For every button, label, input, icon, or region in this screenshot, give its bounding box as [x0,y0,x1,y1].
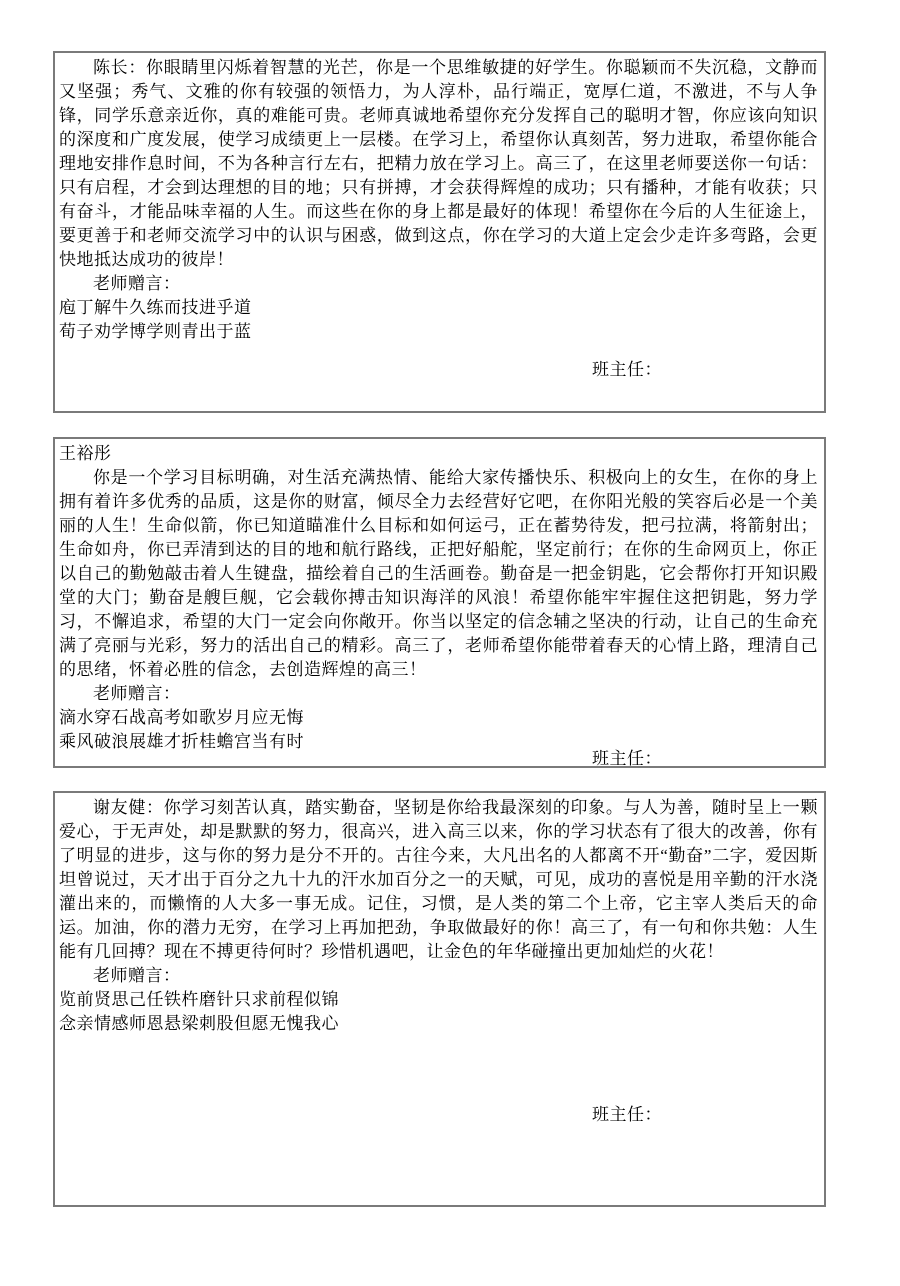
couplet-line-1: 庖丁解牛久练而技进乎道 [59,298,252,317]
teacher-message-label: 老师赠言： [93,966,181,985]
couplet-line-2: 乘风破浪展雄才折桂蟾宫当有时 [59,732,304,751]
couplet-line-2: 荀子劝学博学则青出于蓝 [59,322,252,341]
student-name: 王裕彤 [59,444,112,463]
student-comment-card-3 [53,791,826,1207]
teacher-message-label: 老师赠言： [93,684,181,703]
homeroom-teacher-label: 班主任： [592,1105,662,1124]
couplet-line-1: 览前贤思己任铁杵磨针只求前程似锦 [59,990,339,1009]
comment-text: 你是一个学习目标明确，对生活充满热情、能给大家传播快乐、积极向上的女生，在你的身上拥有着许多优秀的品质，这是你的财富，倾尽全力去经营好它吧，在你阳光般的笑容后必是一个美丽的人生！生命似箭，你已知道瞄准什么目标和如何运弓，正在蓄势待发，把弓拉满，将箭射出；生命如舟，你已弄清到达的目的地和航行路线，正把好船舵，坚定前行；在你的生命网页上，你正以自己的勤勉敲击着人生键盘，描绘着自己的生活画卷。勤奋是一把金钥匙，它会帮你打开知识殿堂的大门；勤奋是艘巨舰，它会载你搏击知识海洋的风浪！希望你能牢牢握住这把钥匙，努力学习，不懈追求，希望的大门一定会向你敞开。你当以坚定的信念辅之坚决的行动，让自己的生命充满了亮丽与光彩，努力的活出自己的精彩。高三了，老师希望你能带着春天的心情上路，理清自己的思绪，怀着必胜的信念，去创造辉煌的高三！ [59,468,818,679]
comment-text: 谢友健：你学习刻苦认真，踏实勤奋，坚韧是你给我最深刻的印象。与人为善，随时呈上一颗爱心，于无声处，却是默默的努力，很高兴，进入高三以来，你的学习状态有了很大的改善，你有了明显的进步，这与你的努力是分不开的。古往今来，大凡出名的人都离不开“勤奋”二字，爱因斯坦曾说过，天才出于百分之九十九的汗水加百分之一的天赋，可见，成功的喜悦是用辛勤的汗水浇灌出来的，而懒惰的人大多一事无成。记住，习惯，是人类的第二个上帝，它主宰人类后天的命运。加油，你的潜力无穷，在学习上再加把劲，争取做最好的你！高三了，有一句和你共勉：人生能有几回搏？现在不搏更待何时？珍惜机遇吧，让金色的年华碰撞出更加灿烂的火花！ [59,798,818,961]
homeroom-teacher-label: 班主任： [592,749,662,768]
couplet-line-1: 滴水穿石战高考如歌岁月应无悔 [59,708,304,727]
couplet-line-2: 念亲情感师恩悬梁刺股但愿无愧我心 [59,1014,339,1033]
homeroom-teacher-label: 班主任： [592,360,662,379]
comment-text: 陈长：你眼睛里闪烁着智慧的光芒，你是一个思维敏捷的好学生。你聪颖而不失沉稳，文静而又坚强；秀气、文雅的你有较强的领悟力，为人淳朴，品行端正，宽厚仁道，不激进，不与人争锋，同学乐意亲近你，真的难能可贵。老师真诚地希望你充分发挥自己的聪明才智，你应该向知识的深度和广度发展，使学习成绩更上一层楼。在学习上，希望你认真刻苦，努力进取，希望你能合理地安排作息时间，不为各种言行左右，把精力放在学习上。高三了，在这里老师要送你一句话：只有启程，才会到达理想的目的地；只有拼搏，才会获得辉煌的成功；只有播种，才能有收获；只有奋斗，才能品味幸福的人生。而这些在你的身上都是最好的体现！希望你在今后的人生征途上，要更善于和老师交流学习中的认识与困惑，做到这点，你在学习的大道上定会少走许多弯路，会更快地抵达成功的彼岸！ [59,58,818,269]
student-comment-card-1 [53,51,826,413]
student-comment-card-2 [53,437,826,768]
teacher-message-label: 老师赠言： [93,274,181,293]
